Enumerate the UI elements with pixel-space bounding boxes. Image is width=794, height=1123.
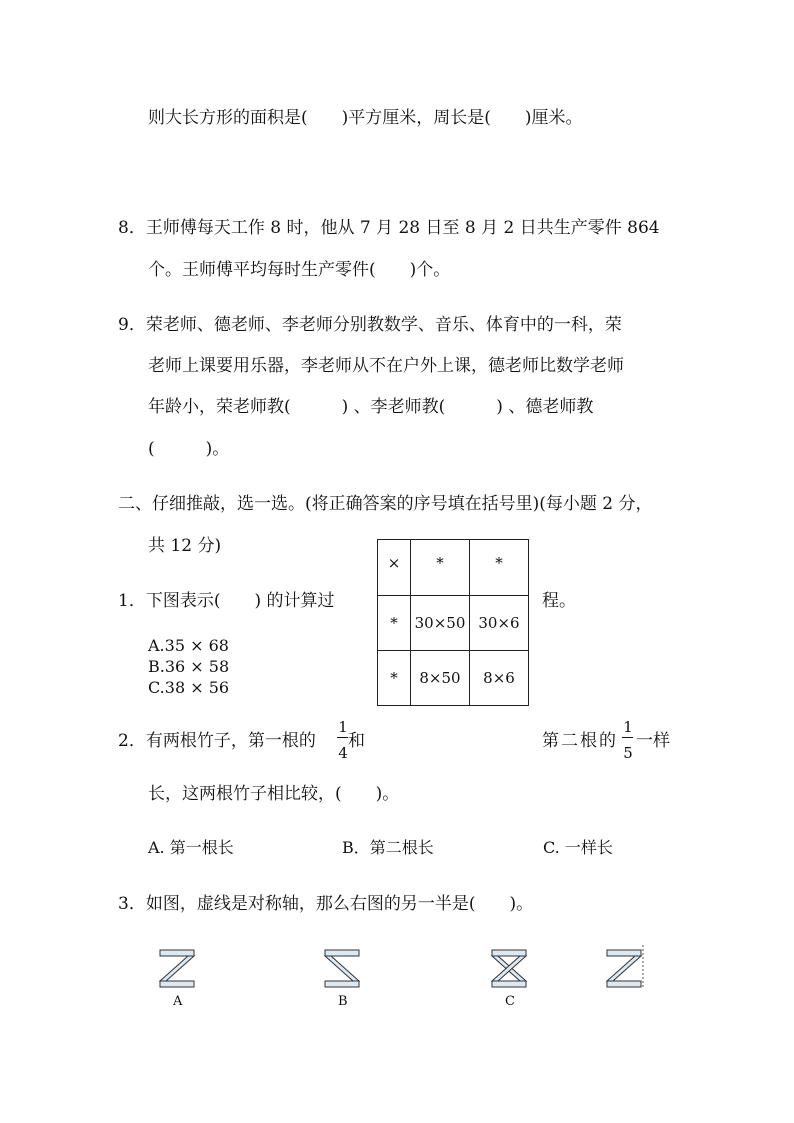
question-9-line-4: ( )。 [148,439,230,459]
fraction-1-numerator: 1 [338,718,348,736]
grid-cell: 30×6 [470,596,529,651]
fraction-1-bar [337,737,348,738]
problem-2-option-b: B．第二根长 [342,838,434,857]
grid-header-star-2: * [470,540,529,596]
grid-header-star-1: * [411,540,470,596]
question-8-line-1: 8．王师傅每天工作 8 时，他从 7 月 28 日至 8 月 2 日共生产零件 864 [118,218,660,238]
grid-header-times: × [378,540,411,596]
problem-2-second: 第二根的 [542,731,618,751]
question-9-line-1: 9．荣老师、德老师、李老师分别教数学、音乐、体育中的一科，荣 [118,315,622,335]
problem-1-option-a: A.35 × 68 [148,636,229,655]
shape-option-a [158,948,198,990]
problem-3-stem: 3．如图，虚线是对称轴，那么右图的另一半是( )。 [118,894,534,914]
problem-2-same: 一样 [636,731,670,751]
grid-cell: 8×6 [470,651,529,706]
shape-label-c: C [505,994,515,1009]
shape-option-c [490,948,530,990]
fraction-2-denominator: 5 [623,744,633,762]
problem-2-option-c: C. 一样长 [543,838,613,857]
shape-label-b: B [338,994,348,1009]
question-9-line-3: 年龄小，荣老师教( ) 、李老师教( ) 、德老师教 [148,397,594,417]
grid-cell: 8×50 [411,651,470,706]
grid-cell: 30×50 [411,596,470,651]
question-8-line-2: 个。王师傅平均每时生产零件( )个。 [148,260,451,280]
problem-1-option-b: B.36 × 58 [148,657,230,676]
section-2-heading: 二、仔细推敲，选一选。(将正确答案的序号填在括号里)(每小题 2 分， [118,494,653,514]
problem-2-stem: 2．有两根竹子，第一根的 [118,731,316,751]
shape-option-b [323,948,363,990]
fraction-2-numerator: 1 [623,718,633,736]
fraction-2-bar [622,737,633,738]
problem-1-stem: 1．下图表示( ) 的计算过 [118,591,335,611]
problem-1-stem-end: 程。 [542,591,576,611]
problem-2-and: 和 [348,731,365,751]
multiplication-grid [377,539,529,706]
problem-1-option-c: C.38 × 56 [148,678,230,697]
problem-2-stem-cont: 长，这两根竹子相比较，( )。 [148,784,400,804]
question-9-line-2: 老师上课要用乐器，李老师从不在户外上课，德老师比数学老师 [148,356,624,376]
grid-row-1-star: * [378,596,411,651]
reference-half-shape [604,944,648,990]
fraction-1-denominator: 4 [338,744,348,762]
section-2-heading-cont: 共 12 分) [148,536,222,556]
grid-row-2-star: * [378,651,411,706]
question-7-continuation: 则大长方形的面积是( )平方厘米，周长是( )厘米。 [148,108,583,128]
shape-label-a: A [173,994,183,1009]
problem-2-option-a: A. 第一根长 [148,838,234,857]
